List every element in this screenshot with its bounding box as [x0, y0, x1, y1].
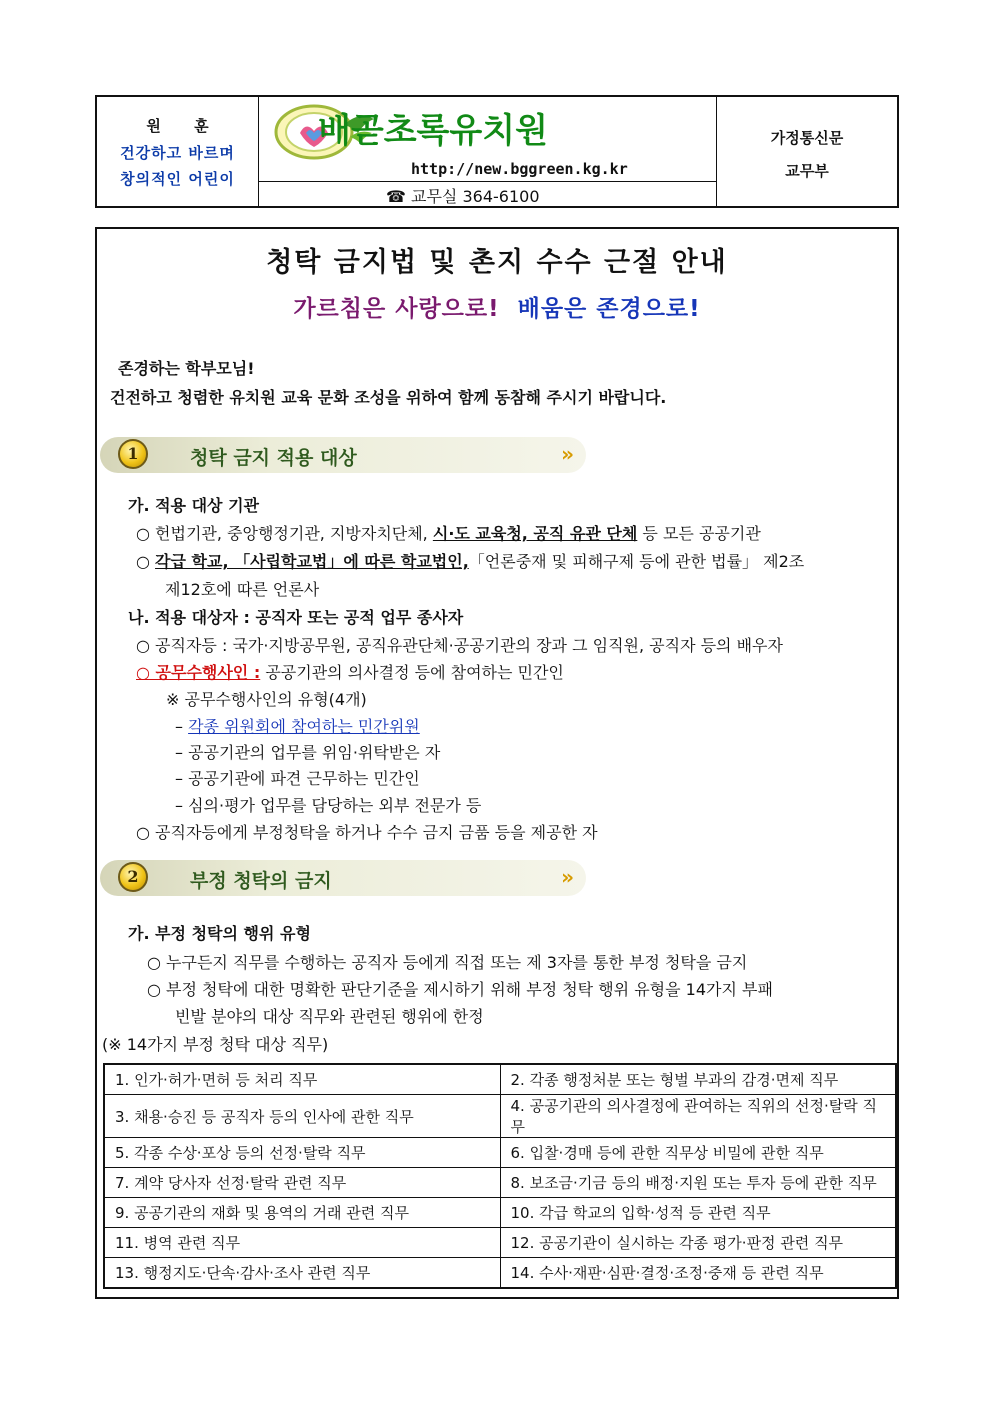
section-2a-heading: 가. 부정 청탁의 행위 유형 — [128, 924, 311, 943]
notice-type: 가정통신문 — [770, 129, 844, 147]
table-row — [104, 1168, 896, 1198]
section-1b-heading: 나. 적용 대상자 : 공직자 또는 공적 업무 종사자 — [128, 608, 464, 627]
table-cell: 6. 입찰·경매 등에 관한 직무상 비밀에 관한 직무 — [500, 1138, 896, 1168]
motto-line-2: 창의적인 어린이 — [120, 170, 235, 188]
table-cell: 3. 채용·승진 등 공직자 등의 인사에 관한 직무 — [104, 1095, 500, 1138]
table-cell: 11. 병역 관련 직무 — [104, 1228, 500, 1258]
table-cell: 2. 각종 행정처분 또는 형벌 부과의 감경·면제 직무 — [500, 1064, 896, 1095]
table-cell: 9. 공공기관의 재화 및 용역의 거래 관련 직무 — [104, 1198, 500, 1228]
table-cell: 8. 보조금·기금 등의 배정·지원 또는 투자 등에 관한 직무 — [500, 1168, 896, 1198]
item-emphasis: 시·도 교육청, 공직 유관 단체 — [432, 524, 638, 543]
dash: – — [175, 796, 189, 815]
table-cell: 4. 공공기관의 의사결정에 관여하는 직위의 선정·탈락 직무 — [500, 1095, 896, 1138]
table-row — [104, 1064, 896, 1095]
chevron-right-icon: » — [561, 865, 574, 889]
item-emphasis: 각급 학교, 「사립학교법」에 따른 학교법인, — [155, 552, 469, 571]
list-item — [175, 714, 420, 737]
school-url[interactable]: http://new.bggreen.kg.kr — [411, 160, 628, 178]
item-text-tail: 「언론중재 및 피해구제 등에 관한 법률」 제2조 — [468, 552, 805, 571]
table-row — [104, 1095, 896, 1138]
motto-title: 원 훈 — [146, 117, 223, 135]
school-name: 배곧초록유치원 — [318, 111, 548, 151]
page-title: 청탁 금지법 및 촌지 수수 근절 안내 — [266, 247, 728, 278]
table-cell: 14. 수사·재판·심판·결정·조정·중재 등 관련 직무 — [500, 1258, 896, 1289]
motto-line-1: 건강하고 바르며 — [120, 144, 235, 162]
section-1b-item-1: ○ 공직자등 : 국가·지방공무원, 공직유관단체·공공기관의 장과 그 임직원, 공직자 등의 배우자 — [136, 636, 783, 655]
section-1a-heading: 가. 적용 대상 기관 — [128, 496, 259, 515]
department: 교무부 — [785, 162, 829, 180]
table-row — [104, 1228, 896, 1258]
item-text-tail: 등 모든 공공기관 — [637, 524, 761, 543]
section-1-title: 청탁 금지 적용 대상 — [190, 447, 357, 469]
phone-number: ☎ 교무실 364-6100 — [386, 187, 540, 206]
table-row — [104, 1198, 896, 1228]
intro-text: 건전하고 청렴한 유치원 교육 문화 조성을 위하여 함께 동참해 주시기 바랍니다. — [110, 388, 667, 407]
table-row — [104, 1258, 896, 1289]
table-cell: 12. 공공기관이 실시하는 각종 평가·판정 관련 직무 — [500, 1228, 896, 1258]
dash: – — [175, 717, 189, 736]
table-cell: 10. 각급 학교의 입학·성적 등 관련 직무 — [500, 1198, 896, 1228]
table-cell: 7. 계약 당사자 선정·탈락 관련 직무 — [104, 1168, 500, 1198]
bullet: ○ — [136, 552, 156, 571]
item-text: ○ 헌법기관, 중앙행정기관, 지방자치단체, — [136, 524, 433, 543]
motto-box — [97, 97, 259, 206]
section-1b-note: ※ 공무수행사인의 유형(4개) — [166, 690, 367, 709]
slogan-part-1: 가르침은 사랑으로! — [293, 296, 500, 322]
section-1a-item-1 — [136, 521, 761, 544]
section-2a-item-2-cont: 빈발 분야의 대상 직무와 관련된 행위에 한정 — [175, 1007, 484, 1026]
list-item — [175, 793, 481, 816]
slogan — [95, 290, 899, 323]
table-cell: 5. 각종 수상·포상 등의 선정·탈락 직무 — [104, 1138, 500, 1168]
greeting: 존경하는 학부모님! — [118, 359, 255, 378]
table-row — [104, 1138, 896, 1168]
dash: – — [175, 743, 189, 762]
list-item — [175, 766, 420, 789]
list-item-text: 공공기관의 업무를 위임·위탁받은 자 — [188, 743, 441, 762]
list-item-text: 공공기관에 파견 근무하는 민간인 — [188, 769, 420, 788]
section-2a-item-1: ○ 누구든지 직무를 수행하는 공직자 등에게 직접 또는 제 3자를 통한 부정 청탁을 금지 — [147, 953, 748, 972]
list-item-text: 심의·평가 업무를 담당하는 외부 전문가 등 — [188, 796, 482, 815]
section-2-title: 부정 청탁의 금지 — [190, 870, 332, 892]
section-2-number-icon: 2 — [118, 862, 148, 892]
section-1-header — [100, 437, 586, 473]
section-1a-item-2 — [136, 549, 804, 572]
slogan-part-2: 배움은 존경으로! — [517, 296, 701, 322]
chevron-right-icon: » — [561, 442, 574, 466]
list-item — [175, 740, 440, 763]
section-1a-item-2-cont: 제12호에 따른 언론사 — [165, 580, 320, 599]
section-2-header — [100, 860, 586, 896]
section-1b-item-2 — [136, 660, 564, 683]
item-emphasis: ○ 공무수행사인 : — [136, 663, 261, 682]
duties-table — [103, 1063, 897, 1289]
notice-type-box — [716, 97, 897, 206]
dash: – — [175, 769, 189, 788]
table-cell: 13. 행정지도·단속·감사·조사 관련 직무 — [104, 1258, 500, 1289]
section-2a-item-2: ○ 부정 청탁에 대한 명확한 판단기준을 제시하기 위해 부정 청탁 행위 유형을 14가지 부패 — [147, 980, 773, 999]
duties-table-caption: (※ 14가지 부정 청탁 대상 직무) — [102, 1035, 329, 1054]
section-1b-item-3: ○ 공직자등에게 부정청탁을 하거나 수수 금지 금품 등을 제공한 자 — [136, 823, 598, 842]
list-item-text: 각종 위원회에 참여하는 민간위원 — [188, 717, 420, 736]
table-cell: 1. 인가·허가·면허 등 처리 직무 — [104, 1064, 500, 1095]
section-1-number-icon: 1 — [118, 439, 148, 469]
item-text-tail: 공공기관의 의사결정 등에 참여하는 민간인 — [260, 663, 564, 682]
